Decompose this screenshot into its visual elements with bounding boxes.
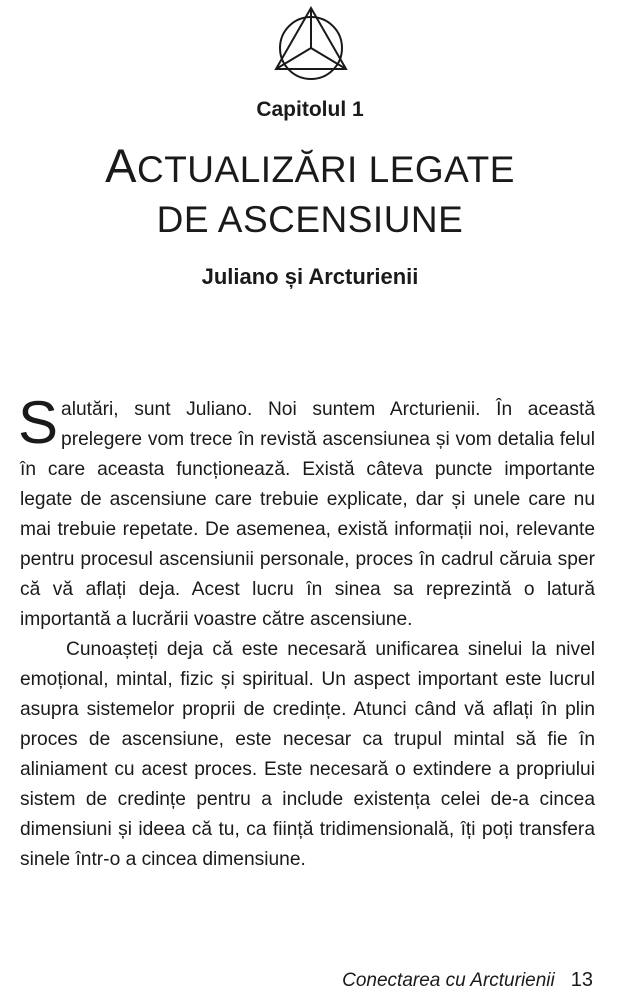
- title-line-1-text: CTUALIZĂRI LEGATE: [136, 149, 515, 190]
- chapter-title-line-1: [0, 141, 620, 195]
- title-initial: A: [105, 139, 137, 192]
- chapter-title-line-2: DE ASCENSIUNE: [156, 199, 464, 240]
- chapter-label: Capitolul 1: [256, 98, 364, 121]
- body-text: [18, 389, 595, 875]
- chapter-title: [0, 141, 620, 245]
- paragraph-1: [18, 389, 595, 635]
- page-number: 13: [570, 969, 593, 991]
- chapter-subtitle: Juliano și Arcturienii: [201, 264, 419, 289]
- paragraph-2: Cunoașteți deja că este necesară unificarea sinelui la nivel emoțional, mintal, fizic și spiritual. Un aspect important este lucrul asupra sistemelor proprii de credințe. Atunci când vă aflați în plin proces de ascensiune, este necesar ca trupul mintal să fie în aliniament cu acest proces. Este necesară o extindere a propriului sistem de credințe pentru a include existența celei de-a cincea dimensiuni și ideea că tu, ca ființă tridimensională, îți poți transfera sinele într-o a cincea dimensiune.: [20, 639, 595, 870]
- drop-cap: S: [18, 389, 59, 456]
- triangle-in-circle-icon: [272, 5, 350, 83]
- running-footer-title: Conectarea cu Arcturienii: [342, 970, 555, 991]
- paragraph-1-text: alutări, sunt Juliano. Noi suntem Arcturienii. În această prelegere vom trece în revistă ascensiunea și vom detalia felul în care aceasta funcționează. Există câteva puncte importante legate de ascensiune care trebuie explicate, dar și unele care nu mai trebuie repetate. De asemenea, există informații noi, relevante pentru procesul ascensiunii personale, proces în cadrul căruia sper că vă aflați deja. Acest lucru în sinea sa reprezintă o latură importantă a lucrării voastre către ascensiune.: [20, 399, 595, 630]
- page-footer: [342, 969, 593, 992]
